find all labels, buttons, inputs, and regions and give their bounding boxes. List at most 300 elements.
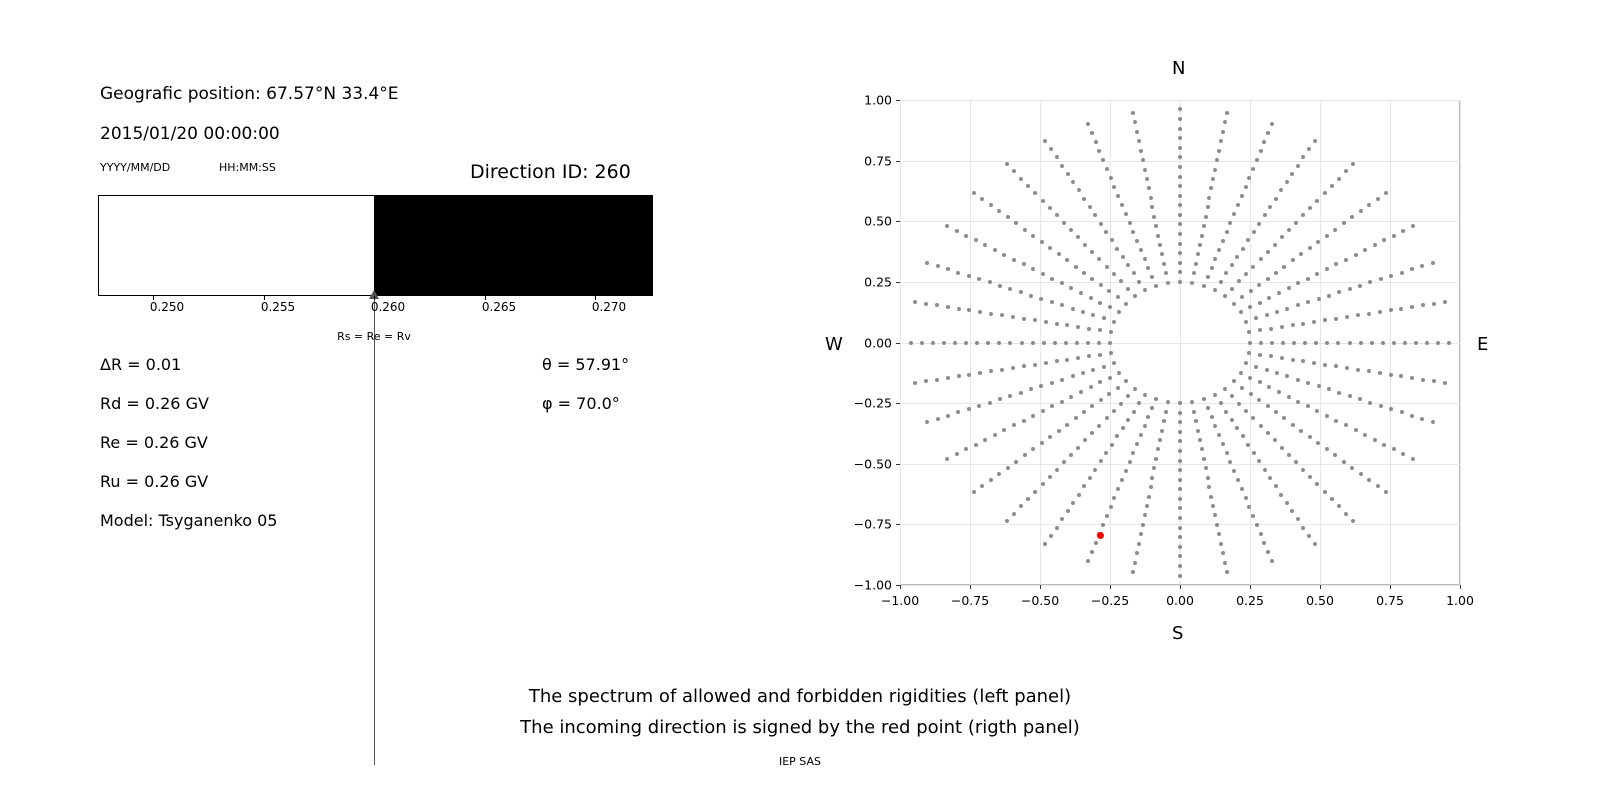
- ytick-mark: [896, 585, 900, 586]
- direction-point: [1259, 424, 1263, 428]
- direction-point: [1221, 551, 1225, 555]
- footer-credit: IEP SAS: [778, 755, 822, 768]
- direction-point: [1098, 353, 1102, 357]
- direction-point: [1431, 261, 1435, 265]
- direction-point: [945, 457, 949, 461]
- direction-point: [1040, 240, 1044, 244]
- direction-point: [1345, 366, 1349, 370]
- direction-point: [988, 401, 992, 405]
- direction-point: [1266, 404, 1270, 408]
- ytick-label: 0.00: [864, 335, 892, 350]
- direction-point: [1075, 341, 1079, 345]
- direction-point: [1230, 418, 1234, 422]
- direction-point: [1060, 400, 1064, 404]
- direction-point: [1022, 419, 1026, 423]
- direction-point: [1062, 221, 1066, 225]
- direction-point: [1354, 428, 1358, 432]
- spectrum-xtick-label: 0.265: [481, 300, 517, 314]
- direction-point: [1178, 411, 1182, 415]
- direction-point: [1150, 275, 1154, 279]
- direction-point: [935, 378, 939, 382]
- direction-point: [989, 312, 993, 316]
- direction-point: [1307, 534, 1311, 538]
- direction-point: [1308, 435, 1312, 439]
- direction-point: [1240, 386, 1244, 390]
- direction-point: [1259, 341, 1263, 345]
- direction-point: [1421, 378, 1425, 382]
- direction-point: [1281, 341, 1285, 345]
- direction-point: [1279, 493, 1283, 497]
- datetime-value: 2015/01/20 00:00:00: [100, 124, 280, 144]
- direction-point: [909, 341, 913, 345]
- direction-point: [1370, 341, 1374, 345]
- direction-point: [1244, 320, 1248, 324]
- direction-point: [1389, 308, 1393, 312]
- ytick-mark: [896, 343, 900, 344]
- direction-point: [1031, 341, 1035, 345]
- direction-point: [1057, 252, 1061, 256]
- spectrum-xtick-label: 0.250: [149, 300, 185, 314]
- direction-point: [1192, 410, 1196, 414]
- param-ru: Ru = 0.26 GV: [100, 472, 209, 491]
- direction-point: [1119, 402, 1123, 406]
- direction-point: [1337, 177, 1341, 181]
- direction-point: [1411, 224, 1415, 228]
- direction-point: [1225, 111, 1229, 115]
- direction-point: [1086, 122, 1090, 126]
- direction-point: [1325, 447, 1329, 451]
- direction-point: [1145, 177, 1149, 181]
- direction-point: [989, 203, 993, 207]
- direction-point: [1239, 371, 1243, 375]
- direction-point: [1200, 234, 1204, 238]
- direction-point: [1266, 277, 1270, 281]
- xtick-mark: [1040, 585, 1041, 589]
- direction-point: [1110, 443, 1114, 447]
- direction-point: [1266, 431, 1270, 435]
- selected-direction-point: [1097, 532, 1104, 539]
- param-rd: Rd = 0.26 GV: [100, 394, 209, 413]
- direction-point: [1258, 353, 1262, 357]
- direction-point: [1244, 185, 1248, 189]
- direction-point: [931, 341, 935, 345]
- direction-point: [1325, 234, 1329, 238]
- direction-point: [1115, 247, 1119, 251]
- xtick-label: −0.75: [950, 593, 990, 608]
- direction-point: [1190, 281, 1194, 285]
- direction-point: [1317, 384, 1321, 388]
- direction-point: [1235, 255, 1239, 259]
- direction-point: [1223, 294, 1227, 298]
- direction-point: [989, 478, 993, 482]
- direction-point: [1066, 509, 1070, 513]
- direction-point: [1044, 320, 1048, 324]
- direction-point: [1342, 460, 1346, 464]
- direction-point: [1022, 317, 1026, 321]
- direction-point: [1266, 131, 1270, 135]
- direction-point: [946, 376, 950, 380]
- direction-point: [1178, 449, 1182, 453]
- direction-point: [1083, 243, 1087, 247]
- direction-point: [1143, 288, 1147, 292]
- direction-point: [1266, 250, 1270, 254]
- direction-point: [1112, 320, 1116, 324]
- direction-point: [1323, 490, 1327, 494]
- ytick-label: 0.50: [864, 213, 892, 229]
- direction-point: [1101, 158, 1105, 162]
- direction-point: [1006, 466, 1010, 470]
- direction-point: [956, 271, 960, 275]
- direction-point: [1086, 341, 1090, 345]
- direction-point: [1178, 175, 1182, 179]
- direction-point: [1031, 234, 1035, 238]
- direction-point: [1447, 341, 1451, 345]
- direction-point: [1410, 414, 1414, 418]
- direction-point: [1213, 288, 1217, 292]
- direction-point: [1306, 277, 1310, 281]
- direction-point: [1093, 468, 1097, 472]
- direction-point: [1443, 300, 1447, 304]
- direction-point: [1178, 564, 1182, 568]
- direction-point: [1178, 127, 1182, 131]
- ytick-mark: [896, 161, 900, 162]
- direction-point: [1071, 307, 1075, 311]
- direction-point: [1270, 341, 1274, 345]
- direction-point: [1378, 371, 1382, 375]
- direction-point: [1249, 392, 1253, 396]
- direction-point: [1178, 261, 1182, 265]
- geographic-position: Geografic position: 67.57°N 33.4°E: [100, 84, 399, 104]
- direction-point: [955, 229, 959, 233]
- direction-point: [1287, 228, 1291, 232]
- direction-point: [1202, 224, 1206, 228]
- direction-point: [1277, 390, 1281, 394]
- ytick-mark: [896, 221, 900, 222]
- direction-point: [1280, 325, 1284, 329]
- direction-point: [1116, 194, 1120, 198]
- direction-point: [1241, 247, 1245, 251]
- direction-point: [1081, 310, 1085, 314]
- direction-point: [1425, 341, 1429, 345]
- ytick-label: −0.25: [853, 395, 892, 411]
- direction-point: [1074, 265, 1078, 269]
- rigidity-spectrum-chart: [98, 195, 653, 296]
- direction-point: [1133, 561, 1137, 565]
- caption-line-2: The incoming direction is signed by the red point (rigth panel): [520, 717, 1080, 738]
- direction-point: [1108, 341, 1112, 345]
- direction-point: [1219, 280, 1223, 284]
- direction-point: [1069, 228, 1073, 232]
- gridline-horizontal: [900, 100, 1460, 101]
- direction-point: [1325, 267, 1329, 271]
- direction-point: [1196, 429, 1200, 433]
- direction-point: [1120, 203, 1124, 207]
- direction-point: [1178, 280, 1182, 284]
- direction-point: [1099, 222, 1103, 226]
- direction-id-label: Direction ID: 260: [470, 161, 631, 183]
- direction-point: [1060, 378, 1064, 382]
- direction-point: [1213, 257, 1217, 261]
- direction-point: [1105, 265, 1109, 269]
- direction-point: [1273, 243, 1277, 247]
- direction-point: [1162, 262, 1166, 266]
- spectrum-xtick-label: 0.255: [260, 300, 296, 314]
- direction-point: [1359, 472, 1363, 476]
- direction-point: [1313, 542, 1317, 546]
- direction-point: [1000, 368, 1004, 372]
- xtick-label: −1.00: [880, 593, 920, 608]
- direction-point: [1094, 140, 1098, 144]
- direction-point: [1358, 284, 1362, 288]
- direction-point: [1225, 570, 1229, 574]
- direction-point: [1213, 393, 1217, 397]
- direction-point: [1178, 545, 1182, 549]
- direction-point: [1317, 297, 1321, 301]
- ytick-label: −1.00: [853, 577, 892, 593]
- direction-point: [1198, 438, 1202, 442]
- xtick-label: 0.00: [1166, 593, 1194, 608]
- direction-point: [1257, 222, 1261, 226]
- caption-line-1: The spectrum of allowed and forbidden rigidities (left panel): [528, 686, 1072, 707]
- direction-point: [1291, 323, 1295, 327]
- direction-point: [1230, 287, 1234, 291]
- direction-point: [1005, 162, 1009, 166]
- time-format-hint: HH:MM:SS: [219, 161, 276, 174]
- rs-marker-label: Rs = Re = Rv: [337, 330, 411, 343]
- direction-point: [1178, 146, 1182, 150]
- compass-label-west: W: [825, 334, 843, 355]
- spectrum-xtick-label: 0.270: [591, 300, 627, 314]
- direction-point: [1345, 315, 1349, 319]
- direction-point: [1097, 149, 1101, 153]
- direction-point: [1330, 497, 1334, 501]
- direction-point: [1219, 401, 1223, 405]
- xtick-mark: [1180, 585, 1181, 589]
- direction-point: [1128, 221, 1132, 225]
- direction-point: [1367, 312, 1371, 316]
- direction-point: [1041, 272, 1045, 276]
- direction-point: [1247, 330, 1251, 334]
- direction-point: [1065, 423, 1069, 427]
- direction-point: [986, 341, 990, 345]
- direction-point: [1097, 341, 1101, 345]
- direction-point: [1306, 381, 1310, 385]
- direction-point: [1099, 398, 1103, 402]
- direction-point: [1154, 284, 1158, 288]
- direction-point: [1194, 262, 1198, 266]
- direction-point: [1005, 519, 1009, 523]
- direction-point: [1287, 286, 1291, 290]
- ytick-mark: [896, 282, 900, 283]
- direction-point: [1287, 395, 1291, 399]
- direction-point: [1248, 376, 1252, 380]
- ytick-label: 1.00: [864, 92, 892, 108]
- direction-point: [1432, 302, 1436, 306]
- direction-point: [1099, 283, 1103, 287]
- direction-point: [1255, 158, 1259, 162]
- gridline-horizontal: [900, 343, 1460, 344]
- direction-point: [1112, 272, 1116, 276]
- direction-point: [1237, 402, 1241, 406]
- direction-point: [997, 341, 1001, 345]
- gridline-vertical: [1460, 100, 1461, 585]
- xtick-mark: [1460, 585, 1461, 589]
- direction-point: [1314, 341, 1318, 345]
- direction-point: [925, 261, 929, 265]
- direction-point: [1178, 430, 1182, 434]
- direction-point: [1077, 493, 1081, 497]
- direction-point: [1270, 122, 1274, 126]
- direction-point: [1259, 257, 1263, 261]
- direction-point: [1019, 290, 1023, 294]
- direction-point: [1230, 263, 1234, 267]
- direction-point: [1050, 381, 1054, 385]
- direction-point: [1055, 468, 1059, 472]
- direction-point: [1022, 262, 1026, 266]
- xtick-label: 0.25: [1236, 593, 1264, 608]
- direction-point: [1055, 322, 1059, 326]
- ytick-mark: [896, 524, 900, 525]
- direction-point: [1149, 196, 1153, 200]
- xtick-mark: [970, 585, 971, 589]
- direction-point: [1392, 341, 1396, 345]
- direction-point: [1251, 167, 1255, 171]
- direction-point: [1147, 495, 1151, 499]
- direction-point: [967, 407, 971, 411]
- direction-point: [1403, 341, 1407, 345]
- direction-point: [1247, 351, 1251, 355]
- direction-point: [1269, 327, 1273, 331]
- direction-point: [1382, 443, 1386, 447]
- direction-point: [1275, 310, 1279, 314]
- direction-point: [1019, 177, 1023, 181]
- direction-point: [1137, 542, 1141, 546]
- direction-point: [946, 305, 950, 309]
- direction-point: [1373, 243, 1377, 247]
- direction-point: [1178, 459, 1182, 463]
- direction-point: [1373, 438, 1377, 442]
- direction-point: [1303, 341, 1307, 345]
- ytick-mark: [896, 403, 900, 404]
- direction-point: [1217, 248, 1221, 252]
- direction-point: [1041, 199, 1045, 203]
- direction-point: [1105, 167, 1109, 171]
- direction-point: [1178, 526, 1182, 530]
- direction-point: [1071, 501, 1075, 505]
- direction-point: [998, 284, 1002, 288]
- xtick-mark: [1320, 585, 1321, 589]
- direction-point: [936, 264, 940, 268]
- direction-point: [1098, 301, 1102, 305]
- direction-point: [1414, 341, 1418, 345]
- direction-point: [1249, 289, 1253, 293]
- direction-point: [913, 381, 917, 385]
- ytick-label: 0.75: [864, 153, 892, 169]
- xtick-label: 0.75: [1376, 593, 1404, 608]
- xtick-label: 0.50: [1306, 593, 1334, 608]
- direction-point: [1124, 302, 1128, 306]
- direction-point: [1160, 429, 1164, 433]
- xtick-mark: [1110, 585, 1111, 589]
- direction-point: [1011, 315, 1015, 319]
- direction-point: [1204, 215, 1208, 219]
- direction-point: [1060, 164, 1064, 168]
- direction-point: [1143, 168, 1147, 172]
- direction-point: [957, 374, 961, 378]
- direction-point: [1210, 266, 1214, 270]
- xtick-mark: [1390, 585, 1391, 589]
- direction-point: [1330, 184, 1334, 188]
- direction-point: [1166, 281, 1170, 285]
- direction-point: [1139, 248, 1143, 252]
- direction-point: [1041, 482, 1045, 486]
- direction-point: [1291, 358, 1295, 362]
- direction-point: [1436, 341, 1440, 345]
- direction-point: [1411, 457, 1415, 461]
- direction-point: [1064, 341, 1068, 345]
- direction-point: [1223, 561, 1227, 565]
- direction-point: [1055, 359, 1059, 363]
- direction-point: [1225, 230, 1229, 234]
- param-delta-r: ΔR = 0.01: [100, 355, 182, 374]
- direction-point: [1202, 457, 1206, 461]
- direction-point: [1240, 194, 1244, 198]
- direction-point: [1244, 361, 1248, 365]
- param-theta: θ = 57.91°: [542, 355, 630, 374]
- direction-point: [1265, 368, 1269, 372]
- direction-point: [946, 414, 950, 418]
- gridline-horizontal: [900, 464, 1460, 465]
- direction-point: [1156, 234, 1160, 238]
- direction-point: [1055, 155, 1059, 159]
- direction-point: [1247, 176, 1251, 180]
- direction-point: [1221, 239, 1225, 243]
- direction-point: [1143, 257, 1147, 261]
- direction-point: [1048, 206, 1052, 210]
- direction-point: [1042, 341, 1046, 345]
- direction-point: [1145, 504, 1149, 508]
- direction-point: [1049, 147, 1053, 151]
- param-re: Re = 0.26 GV: [100, 433, 208, 452]
- direction-point: [1029, 294, 1033, 298]
- direction-point: [1132, 410, 1136, 414]
- direction-point: [1044, 361, 1048, 365]
- direction-point: [1351, 162, 1355, 166]
- direction-point: [1048, 435, 1052, 439]
- direction-point: [1259, 149, 1263, 153]
- direction-point: [1213, 168, 1217, 172]
- direction-point: [1252, 451, 1256, 455]
- direction-point: [1178, 242, 1182, 246]
- direction-point: [1178, 213, 1182, 217]
- direction-point: [1178, 194, 1182, 198]
- direction-point: [1348, 341, 1352, 345]
- direction-point: [1124, 212, 1128, 216]
- ytick-mark: [896, 464, 900, 465]
- direction-point: [1049, 534, 1053, 538]
- direction-point: [1223, 387, 1227, 391]
- direction-point: [967, 274, 971, 278]
- direction-point: [1351, 519, 1355, 523]
- direction-point: [1392, 234, 1396, 238]
- direction-point: [1291, 423, 1295, 427]
- direction-point: [1285, 180, 1289, 184]
- direction-point: [977, 404, 981, 408]
- direction-point: [1012, 512, 1016, 516]
- direction-point: [1232, 302, 1236, 306]
- xtick-label: 1.00: [1446, 593, 1474, 608]
- gridline-horizontal: [900, 161, 1460, 162]
